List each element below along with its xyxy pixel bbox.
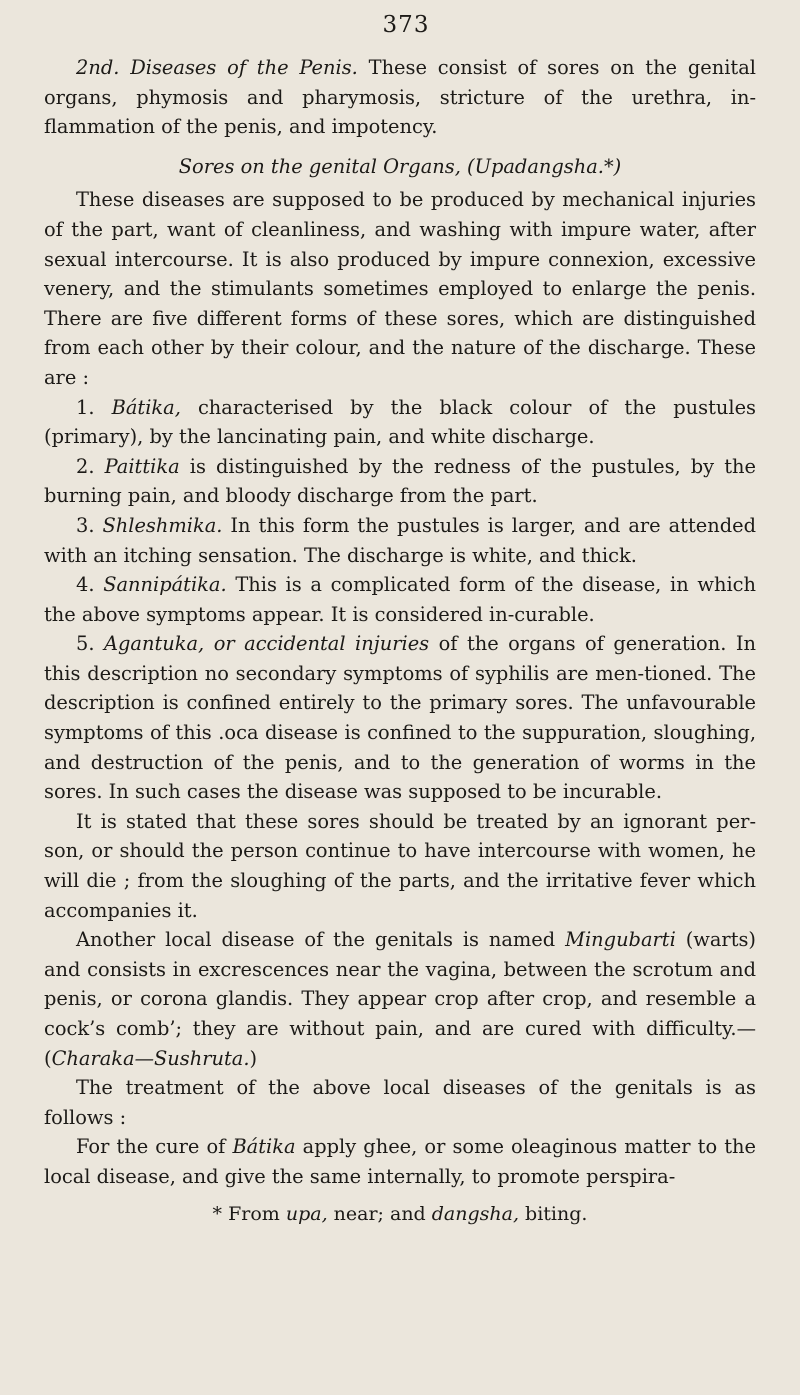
warts-text-before: Another local disease of the genitals is named — [76, 928, 566, 952]
list-item-text: characterised by the black colour of the pustules (primary), by the lancinating pain, and white discharge. — [44, 395, 756, 449]
list-item-sannipatika — [44, 570, 756, 629]
list-item-number: 1. — [76, 395, 95, 419]
list-item-number: 2. — [76, 454, 95, 478]
paragraph-treatment-intro: The treatment of the above local diseases of the genitals is as follows : — [44, 1076, 756, 1129]
list-item-number: 3. — [76, 513, 95, 537]
paragraph-warts — [44, 925, 756, 1073]
list-item-text: is distinguished by the redness of the pustules, by the burning pain, and bloody discharge from the part. — [44, 454, 756, 508]
list-item-text: In this form the pustules is larger, and are attended with an itching sensation. The discharge is white, and thick. — [44, 513, 756, 567]
footnote-middle: near; and — [327, 1202, 432, 1225]
cure-text-after: apply ghee, or some oleaginous matter to the local disease, and give the same internally, to promote perspira- — [44, 1135, 756, 1188]
paragraph-cure — [44, 1132, 756, 1191]
footnote — [44, 1200, 756, 1228]
list-item-name: Sannipátika. — [103, 573, 227, 597]
footnote-after: biting. — [519, 1202, 588, 1225]
cure-name: Bátika — [232, 1135, 296, 1159]
intro-paragraph — [44, 53, 756, 142]
warts-name: Mingubarti — [565, 928, 676, 952]
cure-text-before: For the cure of — [76, 1135, 233, 1159]
intro-title: Diseases of the Penis. — [130, 56, 358, 79]
list-item-name: Shleshmika. — [102, 513, 223, 537]
list-item-name: Agantuka, or accidental injuries — [104, 632, 430, 656]
intro-text: These consist of sores on the genital organs, phymosis and pharymosis, stricture of the urethra, in-flammation of the penis, and impotency. — [44, 56, 756, 139]
paragraph-treatment-warning: It is stated that these sores should be treated by an ignorant per-son, or should the person continue to have intercourse with women, he will die ; from the sloughing of the parts, and the irritative fever which accompanies it. — [44, 809, 756, 922]
section-heading — [44, 152, 756, 182]
list-item-text: of the organs of generation. In this description no secondary symptoms of syphilis are men-tioned. The description is confined entirely to the primary sores. The unfavourable symptoms of this .oca disease is confined to the suppuration, sloughing, and destruction of the penis, and to the generation of worms in the sores. In such cases the disease was supposed to be incurable. — [44, 632, 756, 804]
footnote-before: * From — [212, 1202, 286, 1225]
list-item-name: Bátika, — [111, 395, 181, 419]
warts-source: Charaka—Sushruta. — [51, 1046, 250, 1070]
list-item-paittika — [44, 452, 756, 511]
list-item-number: 5. — [76, 632, 95, 656]
footnote-word-upa: upa, — [285, 1202, 328, 1225]
intro-label: 2nd. — [76, 56, 120, 79]
list-item-text: This is a complicated form of the disease, in which the above symptoms appear. It is considered in-curable. — [44, 573, 756, 626]
list-item-name: Paittika — [104, 454, 180, 478]
warts-close: ) — [249, 1046, 258, 1070]
list-item-agantuka — [44, 629, 756, 807]
list-item-batika — [44, 393, 756, 452]
section-heading-text: Sores on the genital Organs, (Upadangsha.*) — [178, 154, 622, 178]
page-number: 373 — [382, 12, 430, 38]
warts-text-after: (warts) and consists in excrescences near the vagina, between the scrotum and penis, or corona glandis. They appear crop after crop, and resemble a cock’s comb’; they are without pain, and are cured with difficulty.—( — [44, 928, 756, 1070]
footnote-word-dangsha: dangsha, — [431, 1202, 520, 1225]
list-item-shleshmika — [44, 511, 756, 570]
paragraph-causes: These diseases are supposed to be produced by mechanical injuries of the part, want of cleanliness, and washing with impure water, after sexual intercourse. It is also produced by impure connexion, excessive venery, and the stimulants sometimes employed to enlarge the penis. There are five different forms of these sores, which are distinguished from each other by their colour, and the nature of the discharge. These are : — [44, 188, 756, 389]
list-item-number: 4. — [76, 573, 95, 597]
